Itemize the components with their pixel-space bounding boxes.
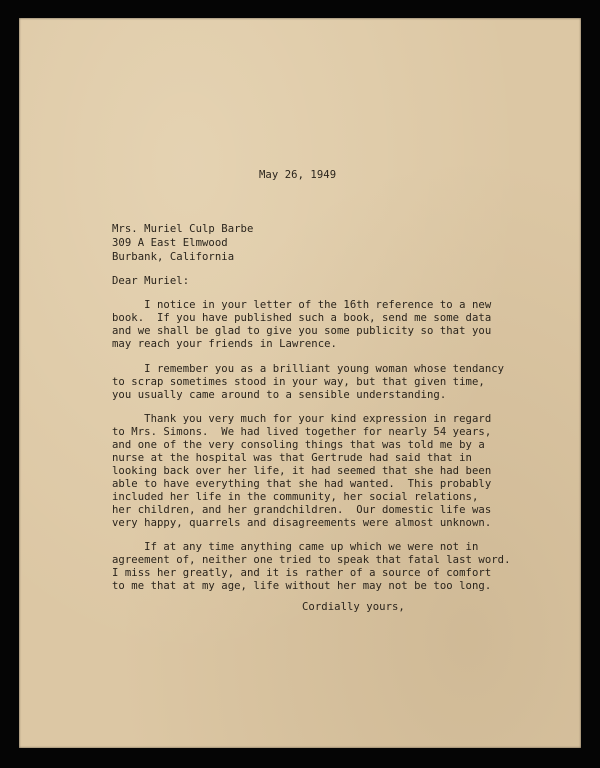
paragraph-line: and we shall be glad to give you some publicity so that you [112, 325, 492, 337]
paragraph-line: book. If you have published such a book, send me some data [112, 312, 492, 324]
paragraph-line: I miss her greatly, and it is rather of a source of comfort [112, 567, 492, 579]
paragraph-line: agreement of, neither one tried to speak that fatal last word. [112, 554, 511, 566]
paragraph-line: looking back over her life, it had seemed that she had been [112, 465, 492, 477]
paragraph-line: to Mrs. Simons. We had lived together for nearly 54 years, [112, 426, 492, 438]
recipient-street: 309 A East Elmwood [112, 237, 228, 249]
salutation: Dear Muriel: [112, 275, 190, 287]
recipient-name: Mrs. Muriel Culp Barbe [112, 223, 254, 235]
paragraph-line: very happy, quarrels and disagreements were almost unknown. [112, 517, 492, 529]
closing: Cordially yours, [302, 601, 405, 613]
letter-date: May 26, 1949 [259, 169, 337, 181]
paragraph-line: included her life in the community, her social relations, [112, 491, 479, 503]
paragraph-line: to me that at my age, life without her may not be too long. [112, 580, 492, 592]
paragraph-line: I notice in your letter of the 16th reference to a new [112, 299, 492, 311]
paragraph-line: Thank you very much for your kind expression in regard [112, 413, 492, 425]
paragraph-line: able to have everything that she had wanted. This probably [112, 478, 492, 490]
paragraph-line: her children, and her grandchildren. Our domestic life was [112, 504, 492, 516]
paragraph-line: I remember you as a brilliant young woman whose tendancy [112, 363, 505, 375]
recipient-city: Burbank, California [112, 251, 235, 263]
paragraph-line: nurse at the hospital was that Gertrude had said that in [112, 452, 472, 464]
paragraph-line: If at any time anything came up which we were not in [112, 541, 479, 553]
paragraph-line: to scrap sometimes stood in your way, but that given time, [112, 376, 485, 388]
letter-page [19, 18, 581, 748]
paragraph-line: may reach your friends in Lawrence. [112, 338, 337, 350]
paragraph-line: you usually came around to a sensible understanding. [112, 389, 447, 401]
paragraph-line: and one of the very consoling things that was told me by a [112, 439, 485, 451]
